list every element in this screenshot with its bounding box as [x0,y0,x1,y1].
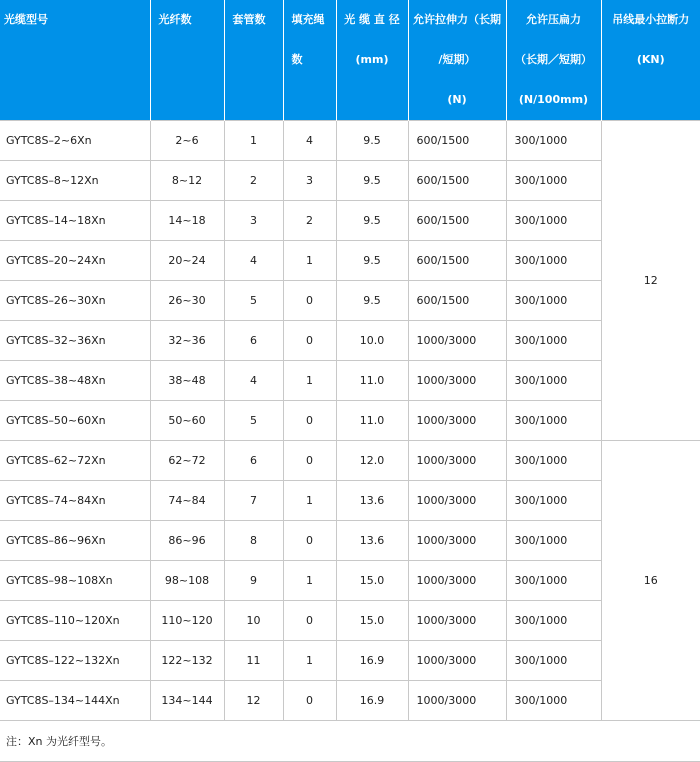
cell-tube-count: 8 [224,521,283,561]
header-filler-count [283,0,336,121]
cell-diameter: 12.0 [336,441,408,481]
cell-diameter: 9.5 [336,281,408,321]
cell-model: GYTC8S–98~108Xn [0,561,150,601]
cell-fiber-count: 20~24 [150,241,224,281]
header-crush [506,0,601,121]
header-crush-line-1: 允许压扁力 [507,0,601,40]
cell-fiber-count: 134~144 [150,681,224,721]
cell-tube-count: 6 [224,441,283,481]
header-diameter [336,0,408,121]
cell-filler-count: 4 [283,121,336,161]
cell-crush: 300/1000 [506,121,601,161]
cell-model: GYTC8S–2~6Xn [0,121,150,161]
cell-messenger-breaking-force: 16 [601,441,700,721]
cell-tensile: 1000/3000 [408,481,506,521]
cell-filler-count: 1 [283,361,336,401]
cell-tube-count: 12 [224,681,283,721]
cell-filler-count: 0 [283,441,336,481]
cell-tensile: 600/1500 [408,241,506,281]
table-body [0,121,700,721]
cell-tube-count: 4 [224,241,283,281]
cell-model: GYTC8S–134~144Xn [0,681,150,721]
cell-tube-count: 5 [224,401,283,441]
header-messenger-line-1: 吊线最小拉断力 [602,0,700,40]
header-messenger [601,0,700,121]
cell-diameter: 11.0 [336,401,408,441]
cell-crush: 300/1000 [506,561,601,601]
cell-model: GYTC8S–122~132Xn [0,641,150,681]
header-messenger-line-2: (KN) [602,40,700,80]
cell-fiber-count: 14~18 [150,201,224,241]
cell-filler-count: 0 [283,601,336,641]
table-row [0,121,700,161]
cell-model: GYTC8S–62~72Xn [0,441,150,481]
cell-crush: 300/1000 [506,521,601,561]
cell-crush: 300/1000 [506,361,601,401]
cell-crush: 300/1000 [506,321,601,361]
cell-tube-count: 3 [224,201,283,241]
cell-fiber-count: 98~108 [150,561,224,601]
table-row [0,681,700,721]
cell-crush: 300/1000 [506,401,601,441]
cell-diameter: 13.6 [336,481,408,521]
cell-tensile: 1000/3000 [408,681,506,721]
table-row [0,521,700,561]
header-crush-line-2: （长期／短期） [507,40,601,80]
header-tube-count-line: 套管数 [233,0,283,40]
cell-tube-count: 7 [224,481,283,521]
cell-model: GYTC8S–26~30Xn [0,281,150,321]
table-row [0,361,700,401]
cell-tensile: 600/1500 [408,281,506,321]
cell-diameter: 16.9 [336,641,408,681]
cell-model: GYTC8S–14~18Xn [0,201,150,241]
cell-filler-count: 0 [283,321,336,361]
cell-model: GYTC8S–32~36Xn [0,321,150,361]
cell-diameter: 9.5 [336,161,408,201]
header-crush-line-3: (N/100mm) [507,80,601,120]
cell-tube-count: 6 [224,321,283,361]
table-row [0,201,700,241]
table-row [0,601,700,641]
header-tensile-line-2: /短期） [409,40,506,80]
cell-tensile: 600/1500 [408,161,506,201]
cell-tensile: 600/1500 [408,121,506,161]
table-row [0,161,700,201]
cell-tube-count: 5 [224,281,283,321]
cell-messenger-breaking-force: 12 [601,121,700,441]
header-fiber-count [150,0,224,121]
cell-crush: 300/1000 [506,681,601,721]
cell-diameter: 15.0 [336,601,408,641]
header-fiber-count-line: 光纤数 [159,0,224,40]
table-row [0,441,700,481]
cell-tube-count: 1 [224,121,283,161]
header-diameter-line-2: (mm) [337,40,408,80]
cell-crush: 300/1000 [506,481,601,521]
cell-filler-count: 0 [283,281,336,321]
cell-fiber-count: 8~12 [150,161,224,201]
cell-tensile: 1000/3000 [408,601,506,641]
table-row [0,401,700,441]
header-tensile [408,0,506,121]
cell-model: GYTC8S–86~96Xn [0,521,150,561]
cell-crush: 300/1000 [506,241,601,281]
cell-fiber-count: 74~84 [150,481,224,521]
cell-tensile: 1000/3000 [408,361,506,401]
cell-fiber-count: 62~72 [150,441,224,481]
cell-crush: 300/1000 [506,601,601,641]
cell-tensile: 600/1500 [408,201,506,241]
cell-fiber-count: 38~48 [150,361,224,401]
cell-tube-count: 9 [224,561,283,601]
cell-tube-count: 2 [224,161,283,201]
cell-filler-count: 0 [283,681,336,721]
header-row [0,0,700,121]
cell-fiber-count: 86~96 [150,521,224,561]
header-tensile-line-3: (N) [409,80,506,120]
note-row [0,721,700,762]
cell-diameter: 16.9 [336,681,408,721]
table-row [0,561,700,601]
cell-diameter: 13.6 [336,521,408,561]
cell-tensile: 1000/3000 [408,521,506,561]
cell-diameter: 15.0 [336,561,408,601]
cell-filler-count: 2 [283,201,336,241]
cell-diameter: 11.0 [336,361,408,401]
header-model-line: 光缆型号 [4,0,150,40]
header-filler-count-line-2: 数 [292,40,336,80]
cell-crush: 300/1000 [506,281,601,321]
cell-model: GYTC8S–20~24Xn [0,241,150,281]
table-note: 注：Xn 为光纤型号。 [0,721,700,762]
cell-model: GYTC8S–38~48Xn [0,361,150,401]
header-diameter-line-1: 光 缆 直 径 [337,0,408,40]
cell-fiber-count: 122~132 [150,641,224,681]
cell-diameter: 10.0 [336,321,408,361]
cell-crush: 300/1000 [506,441,601,481]
cell-fiber-count: 110~120 [150,601,224,641]
cell-filler-count: 3 [283,161,336,201]
cell-fiber-count: 2~6 [150,121,224,161]
table-row [0,241,700,281]
cell-model: GYTC8S–74~84Xn [0,481,150,521]
cell-tensile: 1000/3000 [408,441,506,481]
cell-crush: 300/1000 [506,641,601,681]
cell-tube-count: 4 [224,361,283,401]
cell-fiber-count: 32~36 [150,321,224,361]
cell-fiber-count: 26~30 [150,281,224,321]
cell-filler-count: 1 [283,241,336,281]
cell-filler-count: 1 [283,481,336,521]
cell-filler-count: 1 [283,641,336,681]
cell-filler-count: 1 [283,561,336,601]
cell-model: GYTC8S–50~60Xn [0,401,150,441]
cell-tube-count: 11 [224,641,283,681]
cell-model: GYTC8S–8~12Xn [0,161,150,201]
cell-model: GYTC8S–110~120Xn [0,601,150,641]
cell-diameter: 9.5 [336,201,408,241]
cell-crush: 300/1000 [506,201,601,241]
table-row [0,641,700,681]
header-tube-count [224,0,283,121]
cell-tensile: 1000/3000 [408,641,506,681]
cell-crush: 300/1000 [506,161,601,201]
cell-tensile: 1000/3000 [408,321,506,361]
table-row [0,321,700,361]
cell-tensile: 1000/3000 [408,401,506,441]
table-row [0,481,700,521]
header-model [0,0,150,121]
cell-filler-count: 0 [283,521,336,561]
cell-tube-count: 10 [224,601,283,641]
cell-tensile: 1000/3000 [408,561,506,601]
cell-diameter: 9.5 [336,121,408,161]
header-tensile-line-1: 允许拉伸力（长期 [409,0,506,40]
cell-diameter: 9.5 [336,241,408,281]
table-row [0,281,700,321]
cell-fiber-count: 50~60 [150,401,224,441]
cell-filler-count: 0 [283,401,336,441]
header-filler-count-line-1: 填充绳 [292,0,336,40]
